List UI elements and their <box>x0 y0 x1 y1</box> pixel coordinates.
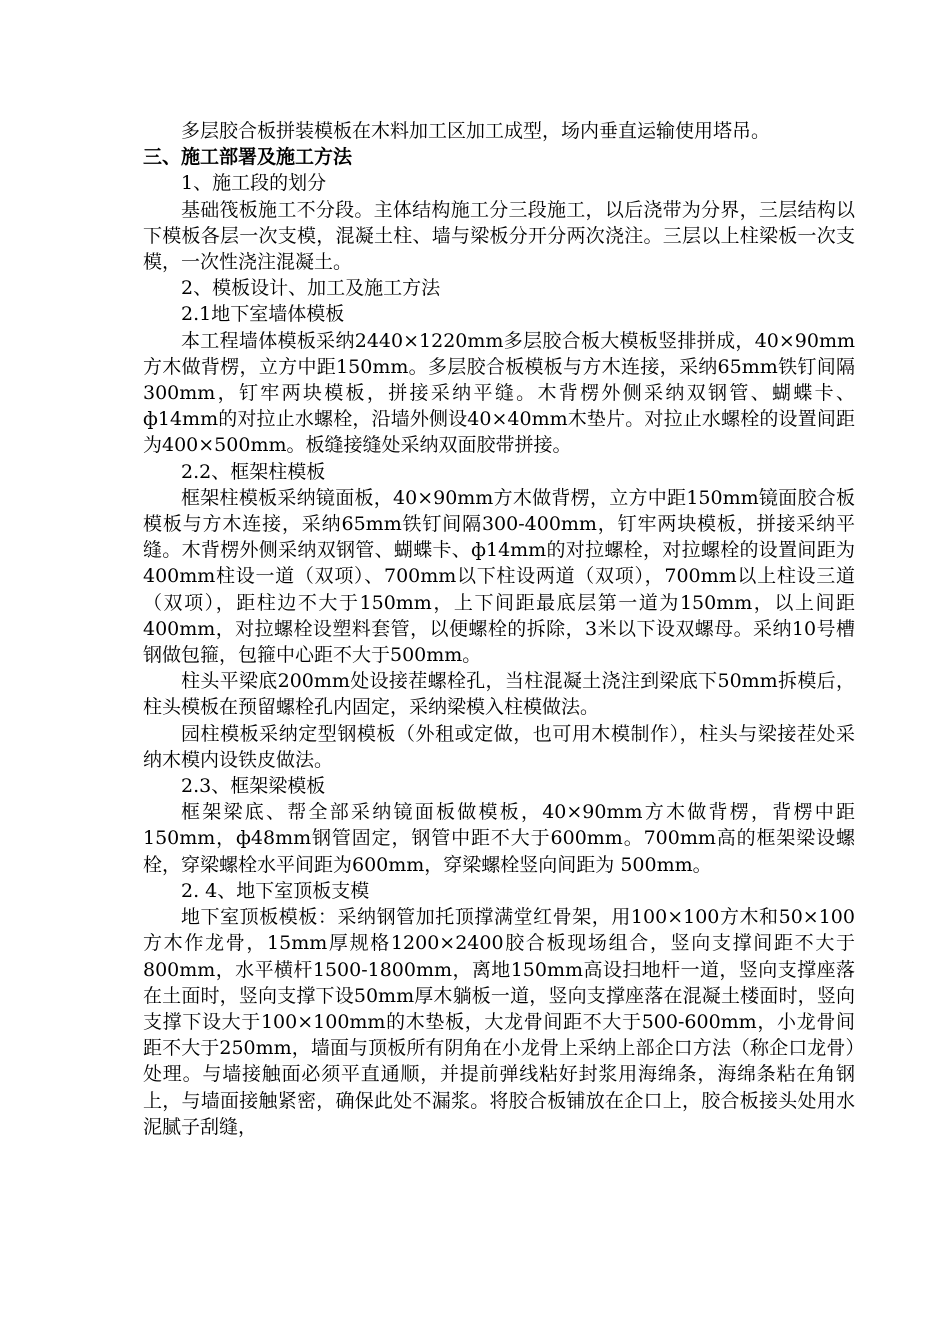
subheading-basement-roof-formwork: 2. 4、地下室顶板支模 <box>181 879 370 902</box>
subheading-frame-beam-formwork: 2.3、框架梁模板 <box>181 775 326 798</box>
paragraph-frame-beam-formwork: 框架梁底、帮全部采纳镜面板做模板，40×90mm方木做背楞，背楞中距150mm，ф48mm钢管固定，钢管中距不大于600mm。700mm高的框架梁设螺栓，穿梁螺栓水平间距为600mm，穿梁螺栓竖向间距为 500mm。 <box>143 801 855 876</box>
paragraph-basement-roof-formwork: 地下室顶板模板：采纳钢管加托顶撑满堂红骨架，用100×100方木和50×100方木作龙骨，15mm厚规格1200×2400胶合板现场组合，竖向支撑间距不大于800mm，水平横杆1500-1800mm，离地150mm高设扫地杆一道，竖向支撑座落在土面时，竖向支撑下设50mm厚木躺板一道，竖向支撑座落在混凝土楼面时，竖向支撑下设大于100×100mm的木垫板，大龙骨间距不大于500-600mm，小龙骨间距不大于250mm，墙面与顶板所有阴角在小龙骨上采纳上部企口方法（称企口龙骨）处理。与墙接触面必须平直通顺，并提前弹线粘好封浆用海绵条，海绵条粘在角钢上，与墙面接触紧密，确保此处不漏浆。将胶合板铺放在企口上，胶合板接头处用水泥腻子刮缝， <box>143 906 855 1138</box>
paragraph-basement-wall-formwork: 本工程墙体模板采纳2440×1220mm多层胶合板大模板竖排拼成，40×90mm方木做背楞，立方中距150mm。多层胶合板模板与方木连接，采纳65mm铁钉间隔300mm，钉牢两块模板，拼接采纳平缝。木背楞外侧采纳双钢管、蝴蝶卡、ф14mm的对拉止水螺栓，沿墙外侧设40×40mm木垫片。对拉止水螺栓的设置间距为400×500mm。板缝接缝处采纳双面胶带拼接。 <box>143 329 855 457</box>
paragraph-segment-division: 基础筏板施工不分段。主体结构施工分三段施工，以后浇带为分界，三层结构以下模板各层一次支模，混凝土柱、墙与梁板分开分两次浇注。三层以上柱梁板一次支模，一次性浇注混凝土。 <box>143 198 855 274</box>
subheading-formwork-design: 2、模板设计、加工及施工方法 <box>181 277 441 300</box>
paragraph-intro: 多层胶合板拼装模板在木料加工区加工成型，场内垂直运输使用塔吊。 <box>181 120 771 142</box>
subheading-segment-division: 1、施工段的划分 <box>181 172 327 195</box>
paragraph-column-head: 柱头平梁底200mm处设接茬螺栓孔，当柱混凝土浇注到梁底下50mm拆模后，柱头模板在预留螺栓孔内固定，采纳梁模入柱模做法。 <box>143 670 855 719</box>
document-page <box>143 118 855 1140</box>
paragraph-frame-column-formwork: 框架柱模板采纳镜面板，40×90mm方木做背楞，立方中距150mm镜面胶合板模板与方木连接，采纳65mm铁钉间隔300-400mm，钉牢两块模板，拼接采纳平缝。木背楞外侧采纳双钢管、蝴蝶卡、ф14mm的对拉螺栓，对拉螺栓的设置间距为400mm柱设一道（双项）、700mm以下柱设两道（双项），700mm以上柱设三道（双项），距柱边不大于150mm，上下间距最底层第一道为150mm，以上间距400mm，对拉螺栓设塑料套管，以便螺栓的拆除，3米以下设双螺母。采纳10号槽钢做包箍，包箍中心距不大于500mm。 <box>143 486 855 667</box>
subheading-frame-column-formwork: 2.2、框架柱模板 <box>181 460 326 483</box>
subheading-basement-wall-formwork: 2.1地下室墙体模板 <box>181 303 345 326</box>
section-heading-construction-methods: 三、施工部署及施工方法 <box>143 146 353 169</box>
paragraph-round-column: 园柱模板采纳定型钢模板（外租或定做，也可用木模制作），柱头与梁接茬处采纳木模内设铁皮做法。 <box>143 722 855 771</box>
